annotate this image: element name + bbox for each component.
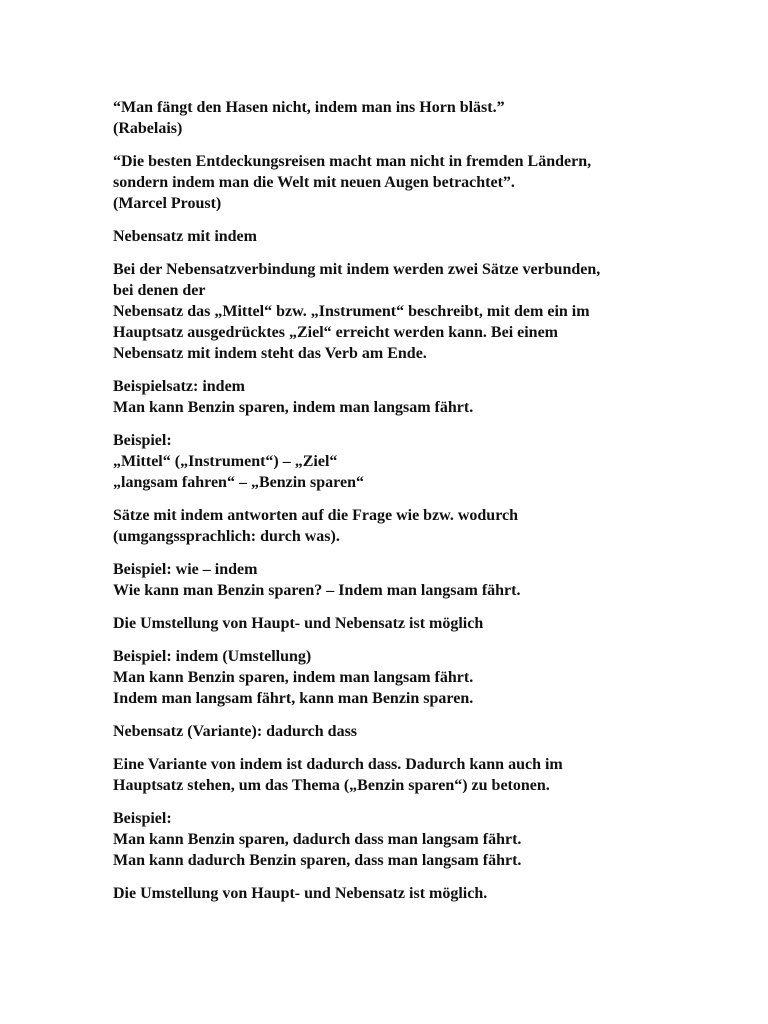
text-line: Beispiel:	[113, 432, 172, 449]
text-line: Hauptsatz stehen, um das Thema („Benzin sparen“) zu betonen.	[113, 777, 550, 794]
paragraph	[113, 754, 673, 796]
text-line: (Rabelais)	[113, 120, 183, 137]
text-line: Eine Variante von indem ist dadurch dass. Dadurch kann auch im	[113, 756, 563, 773]
text-line: Man kann dadurch Benzin sparen, dass man langsam fährt.	[113, 852, 522, 869]
document-body	[113, 97, 673, 916]
paragraph	[113, 646, 673, 709]
text-line: “Die besten Entdeckungsreisen macht man nicht in fremden Ländern,	[113, 153, 592, 170]
text-line: „Mittel“ („Instrument“) – „Ziel“	[113, 453, 338, 470]
text-line: Beispiel: indem (Umstellung)	[113, 648, 312, 665]
text-line: Die Umstellung von Haupt- und Nebensatz ist möglich	[113, 615, 484, 632]
text-line: Nebensatz das „Mittel“ bzw. „Instrument“ beschreibt, mit dem ein im	[113, 303, 590, 320]
text-line: Wie kann man Benzin sparen? – Indem man langsam fährt.	[113, 582, 521, 599]
text-line: Nebensatz mit indem	[113, 228, 257, 245]
paragraph	[113, 226, 673, 247]
text-line: (Marcel Proust)	[113, 195, 222, 212]
text-line: Man kann Benzin sparen, dadurch dass man langsam fährt.	[113, 831, 522, 848]
paragraph	[113, 376, 673, 418]
paragraph	[113, 97, 673, 139]
paragraph	[113, 151, 673, 214]
text-line: “Man fängt den Hasen nicht, indem man ins Horn bläst.”	[113, 99, 505, 116]
text-line: (umgangssprachlich: durch was).	[113, 528, 340, 545]
paragraph	[113, 721, 673, 742]
text-line: Indem man langsam fährt, kann man Benzin sparen.	[113, 690, 474, 707]
paragraph	[113, 505, 673, 547]
paragraph	[113, 883, 673, 904]
paragraph	[113, 559, 673, 601]
paragraph	[113, 259, 673, 364]
text-line: Bei der Nebensatzverbindung mit indem werden zwei Sätze verbunden,	[113, 261, 601, 278]
text-line: „langsam fahren“ – „Benzin sparen“	[113, 474, 364, 491]
text-line: Beispiel: wie – indem	[113, 561, 258, 578]
text-line: Nebensatz mit indem steht das Verb am Ende.	[113, 345, 427, 362]
text-line: bei denen der	[113, 282, 206, 299]
text-line: sondern indem man die Welt mit neuen Augen betrachtet”.	[113, 174, 515, 191]
text-line: Beispiel:	[113, 810, 172, 827]
text-line: Hauptsatz ausgedrücktes „Ziel“ erreicht werden kann. Bei einem	[113, 324, 559, 341]
text-line: Beispielsatz: indem	[113, 378, 245, 395]
paragraph	[113, 613, 673, 634]
text-line: Nebensatz (Variante): dadurch dass	[113, 723, 358, 740]
paragraph	[113, 808, 673, 871]
text-line: Man kann Benzin sparen, indem man langsam fährt.	[113, 399, 474, 416]
text-line: Man kann Benzin sparen, indem man langsam fährt.	[113, 669, 474, 686]
paragraph	[113, 430, 673, 493]
text-line: Sätze mit indem antworten auf die Frage wie bzw. wodurch	[113, 507, 518, 524]
text-line: Die Umstellung von Haupt- und Nebensatz ist möglich.	[113, 885, 488, 902]
